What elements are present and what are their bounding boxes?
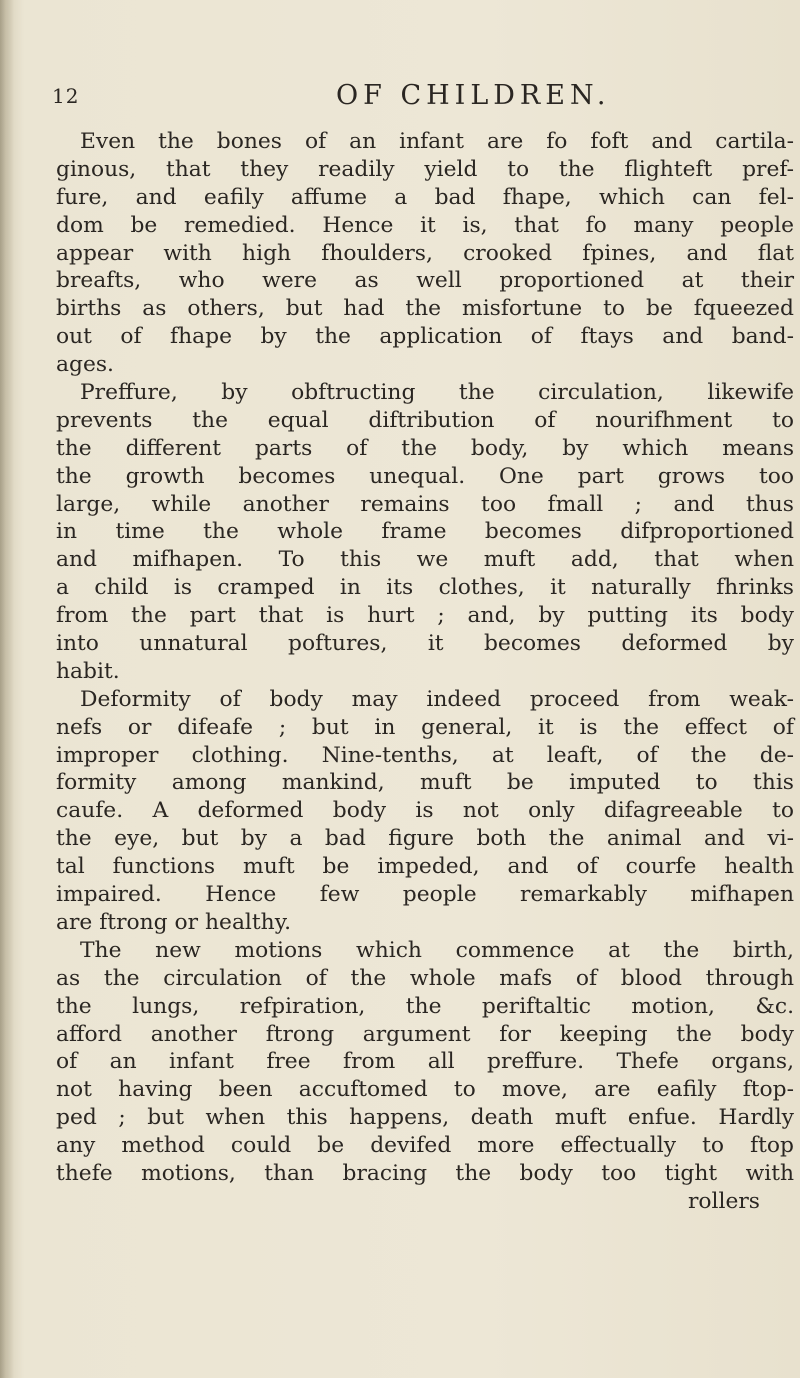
text-line: ginous, that they readily yield to the flighteft pref-	[56, 156, 794, 182]
text-line: formity among mankind, muft be imputed to this	[56, 770, 794, 796]
text-line: breafts, who were as well proportioned at their	[56, 268, 794, 294]
text-line: any method could be devifed more effectually to ftop	[56, 1133, 794, 1159]
text-line: nefs or difeafe ; but in general, it is the effect of	[56, 714, 794, 740]
text-line: impaired. Hence few people remarkably mifhapen	[56, 882, 794, 908]
body-text	[56, 128, 794, 1216]
page-number: 12	[52, 84, 80, 108]
text-line: from the part that is hurt ; and, by putting its body	[56, 603, 794, 629]
text-line: caufe. A deformed body is not only difagreeable to	[56, 798, 794, 824]
text-line: births as others, but had the misfortune to be fqueezed	[56, 296, 794, 322]
text-line: the different parts of the body, by which means	[56, 435, 794, 461]
text-line: not having been accuftomed to move, are eafily ftop-	[56, 1077, 794, 1103]
text-line: large, while another remains too fmall ; and thus	[56, 491, 794, 517]
page-gutter	[0, 0, 14, 1378]
text-line: the lungs, refpiration, the periftaltic motion, &c.	[56, 993, 794, 1019]
text-line: tal functions muft be impeded, and of courfe health	[56, 854, 794, 880]
text-line: Deformity of body may indeed proceed from weak-	[80, 686, 794, 712]
text-line: the growth becomes unequal. One part grows too	[56, 463, 794, 489]
text-line: Preffure, by obftructing the circulation, likewife	[80, 380, 794, 406]
text-line: a child is cramped in its clothes, it naturally fhrinks	[56, 575, 794, 601]
catchword: rollers	[688, 1188, 760, 1214]
text-line: fure, and eafily affume a bad fhape, which can fel-	[56, 184, 794, 210]
text-line: of an infant free from all preffure. Thefe organs,	[56, 1049, 794, 1075]
text-line: are ftrong or healthy.	[56, 909, 292, 935]
text-line: habit.	[56, 658, 120, 684]
page-title: OF CHILDREN.	[336, 80, 611, 111]
text-line: out of fhape by the application of ftays and band-	[56, 324, 794, 350]
text-line: ped ; but when this happens, death muft enfue. Hardly	[56, 1105, 794, 1131]
text-line: thefe motions, than bracing the body too tight with	[56, 1160, 794, 1186]
text-line: into unnatural poftures, it becomes deformed by	[56, 631, 794, 657]
running-head	[52, 80, 792, 116]
text-line: afford another ftrong argument for keeping the body	[56, 1021, 794, 1047]
text-line: Even the bones of an infant are fo foft and cartila-	[80, 129, 794, 154]
text-line: dom be remedied. Hence it is, that fo many people	[56, 212, 794, 238]
text-line: ages.	[56, 352, 114, 378]
text-line: and mifhapen. To this we muft add, that when	[56, 547, 794, 573]
text-line: prevents the equal diftribution of nourifhment to	[56, 407, 794, 433]
text-line: improper clothing. Nine-tenths, at leaft, of the de-	[56, 742, 794, 768]
text-line: in time the whole frame becomes difproportioned	[56, 519, 794, 545]
text-line: the eye, but by a bad figure both the animal and vi-	[56, 826, 794, 852]
text-line: The new motions which commence at the birth,	[80, 937, 794, 963]
text-line: appear with high fhoulders, crooked fpines, and flat	[56, 240, 794, 266]
text-line: as the circulation of the whole mafs of blood through	[56, 965, 794, 991]
